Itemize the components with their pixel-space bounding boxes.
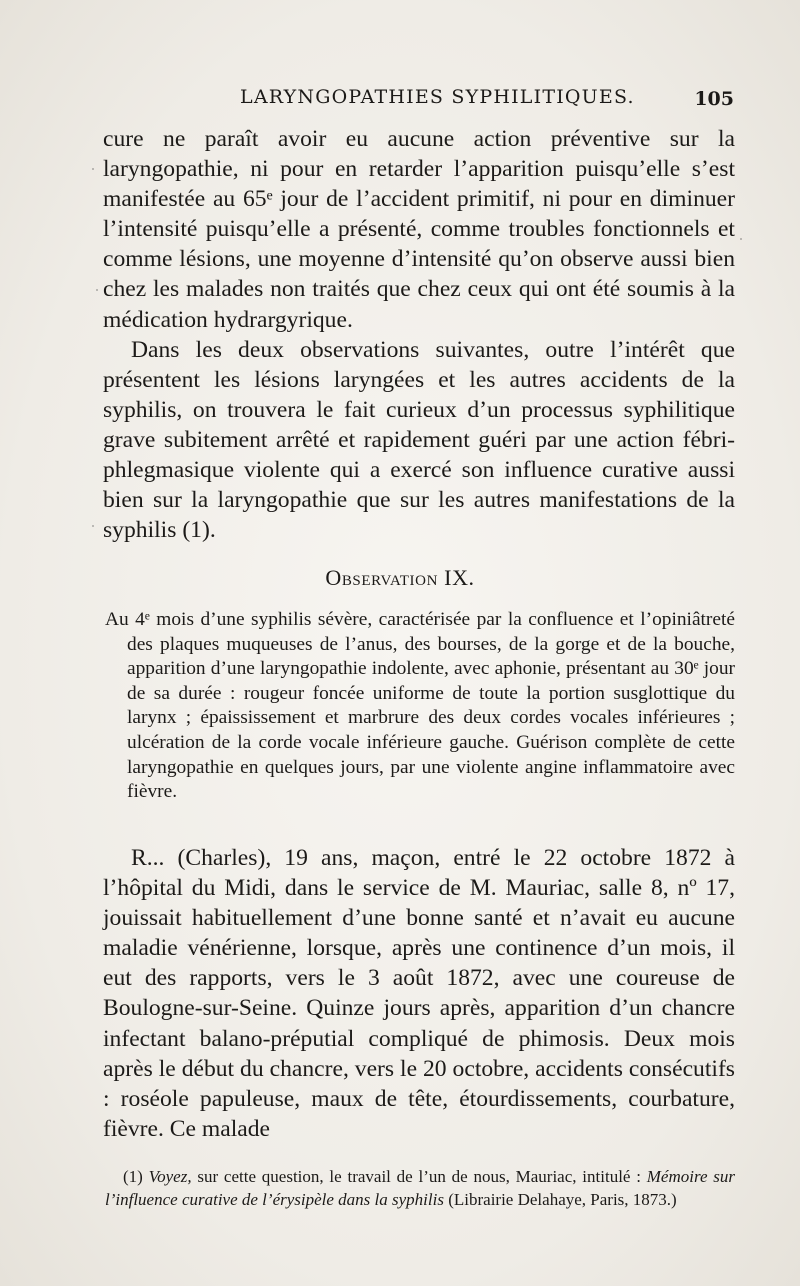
footnote-text-a: sur cette question, le travail de l’un de nous, Mauriac, intitulé : (197, 1167, 641, 1186)
footnote-marker: (1) (123, 1167, 143, 1186)
paragraph-continued: cure ne paraît avoir eu aucune action préventive sur la laryngopathie, ni pour en retarder l’apparition puisqu’elle s’est manifestée au 65ᵉ jour de l’accident primitif, ni pour en diminuer l’intensité puisqu’elle a présenté, comme troubles fonctionnels et comme lésions, une moyenne d’intensité qu’on observe aussi bien chez les malades non traités que chez ceux qui ont été soumis à la médication hydrargyrique. (103, 126, 735, 333)
margin-speck (740, 238, 742, 240)
paragraph-introduction: Dans les deux observations suivantes, outre l’intérêt que présentent les lésions laryngées et les autres accidents de la syphilis, on trouvera le fait curieux d’un processus syphilitique grave subitement arrêté et rapidement guéri par une action fébri-phlegmasique violente qui a exercé son influence curative aussi bien sur la laryngopathie que sur les autres manifestations de la syphilis (1). (103, 336, 735, 544)
running-title: LARYNGOPATHIES SYPHILITIQUES. (240, 86, 635, 108)
footnote-cited-title: Mémoire sur l’influence curative de l’érysipèle dans la syphilis (105, 1167, 735, 1209)
footnote (105, 1166, 735, 1211)
footnote-voyez: Voyez, (148, 1167, 192, 1186)
margin-speck (92, 525, 94, 527)
observation-heading-word: Observation (325, 565, 439, 590)
observation-summary: Au 4ᵉ mois d’une syphilis sévère, caractérisée par la confluence et l’opiniâtreté des plaques muqueuses de l’anus, des bourses, de la gorge et de la bouche, apparition d’une laryngopathie indolente, avec aphonie, présentant au 30ᵉ jour de sa durée : rougeur foncée uniforme de toute la portion susglottique du larynx ; épaississement et marbrure des deux cordes vocales inférieures ; ulcération de la corde vocale inférieure gauche. Guérison complète de cette laryngopathie en quelques jours, par une violente angine inflammatoire avec fièvre. (105, 609, 735, 803)
page-header (100, 86, 740, 116)
margin-speck (96, 289, 98, 291)
footnote-text-b: (Librairie Delahaye, Paris, 1873.) (448, 1189, 677, 1209)
observation-heading-number: IX. (444, 565, 475, 590)
margin-speck (92, 168, 94, 170)
observation-heading (0, 565, 800, 591)
page-number: 105 (694, 88, 734, 110)
main-text (103, 124, 735, 545)
observation-case-text: R... (Charles), 19 ans, maçon, entré le 22 octobre 1872 à l’hôpital du Midi, dans le service de M. Mauriac, salle 8, nº 17, jouissait habituellement d’une bonne santé et n’avait eu aucune maladie vénérienne, lorsque, après une continence d’un mois, il eut des rapports, vers le 3 août 1872, avec une coureuse de Boulogne-sur-Seine. Quinze jours après, apparition d’un chancre infectant balano-préputial compliqué de phimosis. Deux mois après le début du chancre, vers le 20 octobre, accidents consécutifs : roséole papuleuse, maux de tête, étourdissements, courbature, fièvre. Ce malade (103, 845, 735, 1142)
